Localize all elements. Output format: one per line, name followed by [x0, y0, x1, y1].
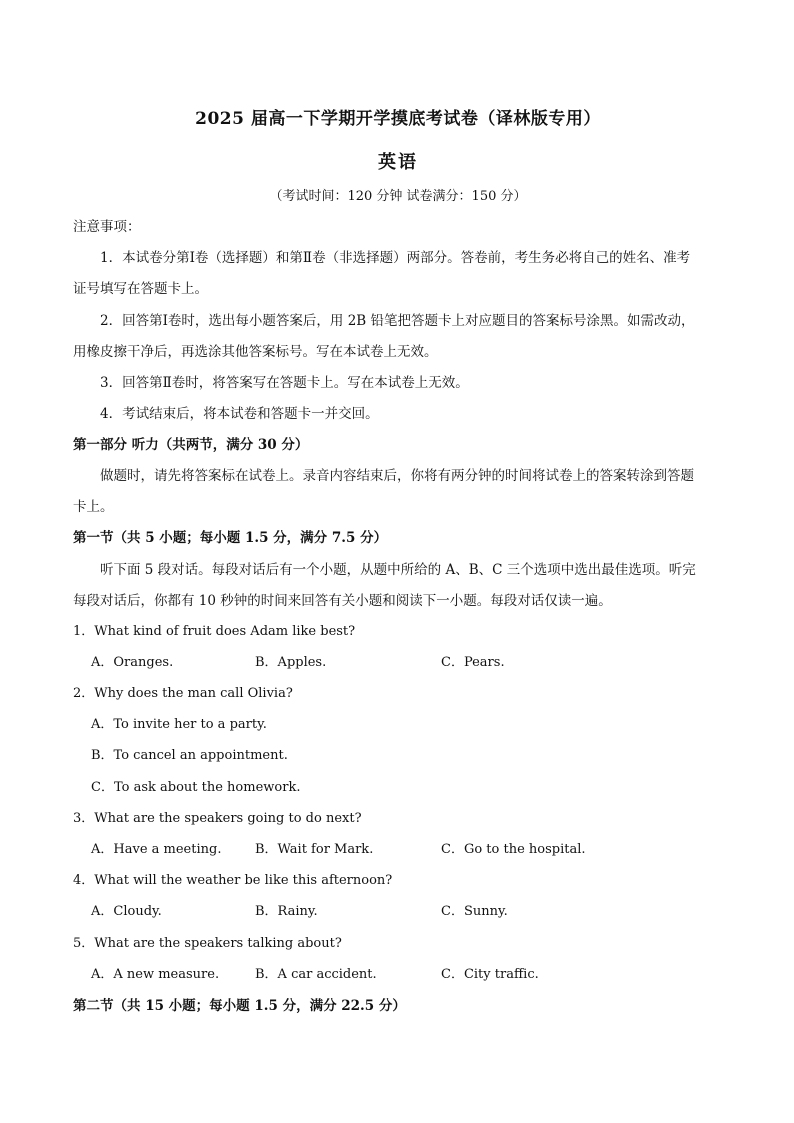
notice-item-2-line-1: 2．回答第Ⅰ卷时，选出每小题答案后，用 2B 铅笔把答题卡上对应题目的答案标号涂黑。如需改动，	[100, 313, 695, 329]
question-4-option-a[interactable]: A．Cloudy.	[91, 904, 162, 919]
question-1-option-a[interactable]: A．Oranges.	[91, 655, 174, 670]
notice-item-2-line-2: 用橡皮擦干净后，再选涂其他答案标号。写在本试卷上无效。	[73, 344, 438, 360]
question-1-stem: 1．What kind of fruit does Adam like best?	[73, 624, 356, 639]
question-1-option-b[interactable]: B．Apples.	[255, 655, 327, 670]
question-3-stem: 3．What are the speakers going to do next?	[73, 811, 362, 826]
question-3-option-b[interactable]: B．Wait for Mark.	[255, 842, 374, 857]
notice-item-4: 4．考试结束后，将本试卷和答题卡一并交回。	[100, 406, 379, 422]
section1-heading: 第一节（共 5 小题；每小题 1.5 分，满分 7.5 分）	[73, 530, 388, 546]
question-4-stem: 4．What will the weather be like this afternoon?	[73, 873, 393, 888]
exam-title: 2025 届高一下学期开学摸底考试卷（译林版专用）	[195, 109, 601, 129]
part1-intro-line-2: 卡上。	[73, 499, 114, 515]
question-4-option-b[interactable]: B．Rainy.	[255, 904, 318, 919]
notice-item-1-line-2: 证号填写在答题卡上。	[73, 281, 208, 297]
question-3-option-c[interactable]: C．Go to the hospital.	[441, 842, 586, 857]
notice-item-3: 3．回答第Ⅱ卷时，将答案写在答题卡上。写在本试卷上无效。	[100, 375, 469, 391]
section2-heading: 第二节（共 15 小题；每小题 1.5 分，满分 22.5 分）	[73, 998, 406, 1014]
exam-info: （考试时间：120 分钟 试卷满分：150 分）	[269, 189, 527, 204]
part1-heading: 第一部分 听力（共两节，满分 30 分）	[73, 437, 309, 453]
part1-intro-line-1: 做题时，请先将答案标在试卷上。录音内容结束后，你将有两分钟的时间将试卷上的答案转涂到答题	[100, 468, 694, 484]
notice-item-1-line-1: 1．本试卷分第Ⅰ卷（选择题）和第Ⅱ卷（非选择题）两部分。答卷前，考生务必将自己的姓名、准考	[100, 250, 691, 266]
question-1-option-c[interactable]: C．Pears.	[441, 655, 505, 670]
question-2-option-c[interactable]: C．To ask about the homework.	[91, 780, 301, 795]
question-2-option-a[interactable]: A．To invite her to a party.	[91, 717, 267, 732]
question-5-stem: 5．What are the speakers talking about?	[73, 936, 342, 951]
subject-title: 英语	[378, 152, 418, 173]
question-3-option-a[interactable]: A．Have a meeting.	[91, 842, 222, 857]
question-2-stem: 2．Why does the man call Olivia?	[73, 686, 293, 701]
section1-intro-line-1: 听下面 5 段对话。每段对话后有一个小题，从题中所给的 A、B、C 三个选项中选出最佳选项。听完	[100, 562, 696, 578]
question-5-option-a[interactable]: A．A new measure.	[91, 967, 220, 982]
notice-heading: 注意事项：	[73, 219, 141, 235]
section1-intro-line-2: 每段对话后，你都有 10 秒钟的时间来回答有关小题和阅读下一小题。每段对话仅读一遍。	[73, 593, 612, 609]
question-5-option-c[interactable]: C．City traffic.	[441, 967, 539, 982]
question-2-option-b[interactable]: B．To cancel an appointment.	[91, 748, 288, 763]
question-4-option-c[interactable]: C．Sunny.	[441, 904, 508, 919]
question-5-option-b[interactable]: B．A car accident.	[255, 967, 377, 982]
